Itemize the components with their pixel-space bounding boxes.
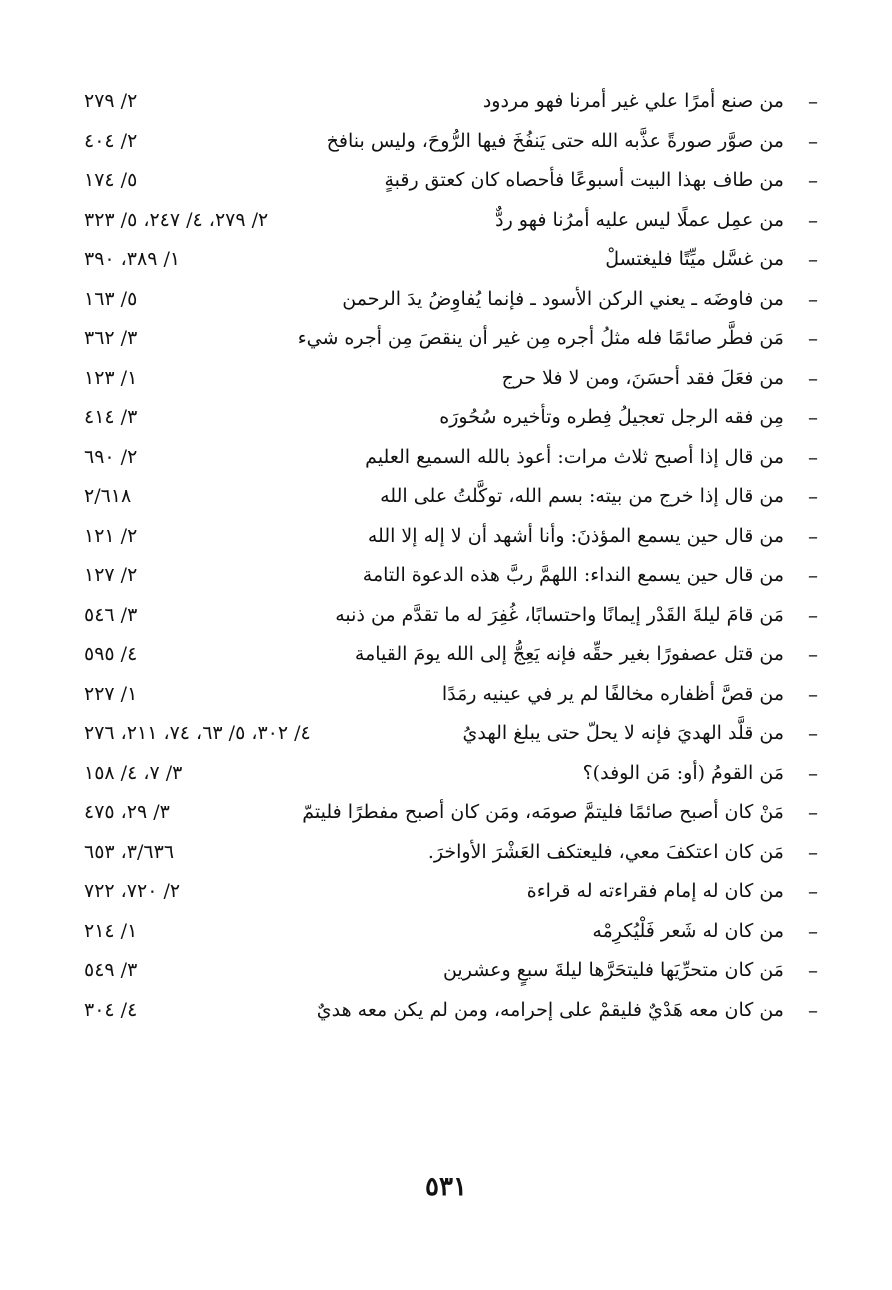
index-entry [84, 438, 820, 478]
entry-dash: – [808, 721, 818, 745]
entry-text: مَن القومُ (أو: مَن الوفد)؟ [582, 761, 784, 784]
entry-text: من قال حين يسمع المؤذنَ: وأنا أشهد أن لا إله إلا الله [367, 524, 784, 547]
index-entry [84, 477, 820, 517]
entry-text: من صوَّر صورةً عذَّبه الله حتى يَنفُخَ فيها الرُّوحَ، وليس بنافخ [326, 129, 784, 152]
index-entry [84, 912, 820, 952]
entry-text: مَنْ كان أصبح صائمًا فليتمَّ صومَه، ومَن كان أصبح مفطرًا فليتمّ [302, 801, 784, 823]
entry-dash: – [808, 997, 818, 1022]
index-entry [84, 398, 820, 438]
entry-reference: ٣/ ٢٩، ٤٧٥ [84, 801, 170, 823]
index-entry [84, 82, 820, 122]
entry-text: من قلَّد الهديَ فإنه لا يحلّ حتى يبلغ الهديُ [462, 722, 784, 744]
entry-reference: ٢/ ٦٩٠ [84, 445, 138, 468]
entry-text: من صنع أمرًا علي غير أمرنا فهو مردود [482, 90, 784, 112]
entry-text: مَن كان اعتكفَ معي، فليعتكف العَشْرَ الأواخرَ. [427, 840, 784, 863]
entry-reference: ٢/ ١٢١ [84, 524, 138, 547]
page-number: ٥٣١ [425, 1172, 467, 1202]
entry-dash: – [808, 563, 818, 587]
entry-text: من قال حين يسمع النداء: اللهمَّ ربَّ هذه الدعوة التامة [362, 564, 784, 586]
index-entry [84, 240, 820, 280]
entry-dash: – [808, 286, 818, 311]
entry-reference: ١/ ٢٢٧ [84, 682, 138, 705]
entry-dash: – [808, 207, 818, 232]
index-entry [84, 161, 820, 201]
entry-reference: ٥/ ١٧٤ [84, 169, 138, 191]
index-entry [84, 517, 820, 557]
entry-dash: – [808, 800, 818, 824]
entry-reference: ٢/٦١٨ [84, 485, 132, 507]
entry-reference: ٢/ ٧٢٠، ٧٢٢ [84, 880, 181, 902]
entry-text: مَن قامَ ليلةَ القَدْر إيمانًا واحتسابًا، غُفِرَ له ما تقدَّم من ذنبه [335, 603, 784, 626]
entry-reference: ٣/ ٧، ٤/ ١٥٨ [84, 761, 183, 784]
index-entry [84, 714, 820, 754]
entry-reference: ١/ ١٢٣ [84, 366, 138, 389]
entry-text: من قال إذا خرج من بيته: بسم الله، توكَّلتُ على الله [380, 485, 784, 507]
entry-dash: – [808, 839, 818, 864]
index-entry [84, 675, 820, 715]
index-entry [84, 793, 820, 833]
entry-text: من كان معه هَدْيٌ فليقمْ على إحرامه، ومن لم يكن معه هديٌ [316, 998, 784, 1021]
entry-dash: – [808, 760, 818, 785]
entry-text: من قتل عصفورًا بغير حقِّه فإنه يَعِجُّ إلى الله يومَ القيامة [354, 643, 784, 665]
entry-reference: ٥/ ١٦٣ [84, 287, 138, 310]
index-entry [84, 991, 820, 1031]
index-entry [84, 280, 820, 320]
entry-text: من قصَّ أظفاره مخالفًا لم ير في عينيه رمَدًا [441, 682, 784, 705]
entry-text: من قال إذا أصبح ثلاث مرات: أعوذ بالله السميع العليم [365, 445, 784, 468]
entry-text: من كان له شَعر فَلْيُكرِمْه [592, 919, 784, 942]
entry-dash: – [808, 89, 818, 113]
entry-dash: – [808, 958, 818, 982]
entry-reference: ١/ ٢١٤ [84, 919, 138, 942]
index-entry [84, 951, 820, 991]
entry-reference: ٤/ ٥٩٥ [84, 643, 138, 665]
entry-reference: ٣/ ٣٦٢ [84, 327, 138, 349]
entry-dash: – [808, 681, 818, 706]
entry-dash: – [808, 444, 818, 469]
entry-dash: – [808, 484, 818, 508]
entry-dash: – [808, 642, 818, 666]
index-entry [84, 359, 820, 399]
entry-dash: – [808, 918, 818, 943]
entry-dash: – [808, 523, 818, 548]
hadith-index-list [84, 82, 820, 1030]
entry-reference: ٢/ ٢٧٩، ٤/ ٢٤٧، ٥/ ٣٢٣ [84, 208, 269, 231]
entry-dash: – [808, 168, 818, 192]
entry-text: من طاف بهذا البيت أسبوعًا فأحصاه كان كعتق رقبةٍ [384, 169, 784, 191]
index-entry [84, 872, 820, 912]
entry-reference: ٤/ ٣٠٢، ٥/ ٦٣، ٧٤، ٢١١، ٢٧٦ [84, 722, 311, 744]
index-entry [84, 754, 820, 794]
entry-dash: – [808, 128, 818, 153]
entry-text: مَن كان متحرِّيَها فليتحَرَّها ليلةَ سبعٍ وعشرين [442, 959, 784, 981]
entry-text: مَن فطَّر صائمًا فله مثلُ أجره مِن غير أن ينقصَ مِن أجره شيء [297, 327, 784, 349]
entry-reference: ٤/ ٣٠٤ [84, 998, 138, 1021]
entry-text: من فاوضَه ـ يعني الركن الأسود ـ فإنما يُفاوِضُ يدَ الرحمن [342, 287, 784, 310]
entry-reference: ٣/ ٤١٤ [84, 406, 138, 428]
index-entry [84, 596, 820, 636]
index-entry [84, 319, 820, 359]
entry-text: من عمِل عملًا ليس عليه أمرُنا فهو ردٌّ [495, 208, 784, 231]
entry-dash: – [808, 879, 818, 903]
entry-dash: – [808, 602, 818, 627]
entry-dash: – [808, 247, 818, 271]
entry-dash: – [808, 405, 818, 429]
index-entry [84, 556, 820, 596]
entry-reference: ١/ ٣٨٩، ٣٩٠ [84, 248, 181, 270]
index-entry [84, 201, 820, 241]
entry-reference: ٣/ ٥٤٩ [84, 959, 138, 981]
entry-text: من غسَّل ميِّتًا فليغتسلْ [605, 248, 784, 270]
index-entry [84, 833, 820, 873]
entry-reference: ٣/٦٣٦، ٦٥٣ [84, 840, 175, 863]
entry-dash: – [808, 365, 818, 390]
entry-reference: ٢/ ٢٧٩ [84, 90, 138, 112]
entry-reference: ٢/ ٤٠٤ [84, 129, 138, 152]
entry-text: مِن فقه الرجل تعجيلُ فِطره وتأخيره سُحُورَه [439, 406, 784, 428]
entry-text: من فعَلَ فقد أحسَنَ، ومن لا فلا حرج [501, 366, 784, 389]
index-entry [84, 122, 820, 162]
entry-reference: ٢/ ١٢٧ [84, 564, 138, 586]
index-entry [84, 635, 820, 675]
entry-dash: – [808, 326, 818, 350]
entry-reference: ٣/ ٥٤٦ [84, 603, 138, 626]
entry-text: من كان له إمام فقراءته له قراءة [526, 880, 784, 902]
